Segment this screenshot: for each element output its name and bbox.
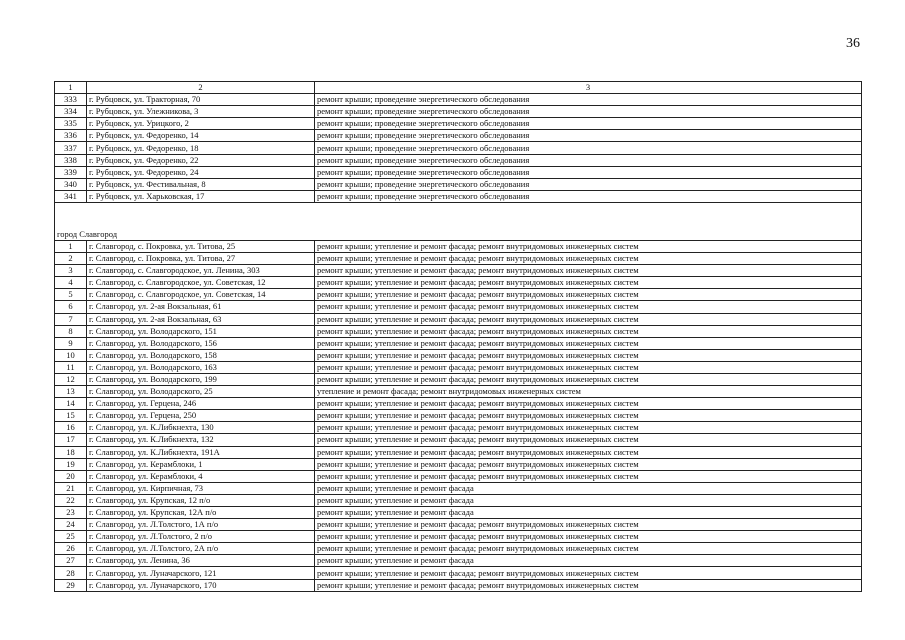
row-works: ремонт крыши; утепление и ремонт фасада; ремонт внутридомовых инженерных систем xyxy=(315,398,862,410)
row-works: ремонт крыши; утепление и ремонт фасада; ремонт внутридомовых инженерных систем xyxy=(315,301,862,313)
table-row xyxy=(55,531,862,543)
row-works: ремонт крыши; утепление и ремонт фасада xyxy=(315,494,862,506)
row-address: г. Славгород, ул. Ленина, 36 xyxy=(87,555,315,567)
row-number: 26 xyxy=(55,543,87,555)
table-row xyxy=(55,470,862,482)
row-works: ремонт крыши; утепление и ремонт фасада; ремонт внутридомовых инженерных систем xyxy=(315,470,862,482)
row-address: г. Славгород, с. Славгородское, ул. Советская, 14 xyxy=(87,289,315,301)
row-works: ремонт крыши; утепление и ремонт фасада; ремонт внутридомовых инженерных систем xyxy=(315,289,862,301)
row-number: 25 xyxy=(55,531,87,543)
row-number: 17 xyxy=(55,434,87,446)
row-number: 13 xyxy=(55,386,87,398)
row-number: 24 xyxy=(55,519,87,531)
row-works: ремонт крыши; утепление и ремонт фасада; ремонт внутридомовых инженерных систем xyxy=(315,325,862,337)
row-number: 27 xyxy=(55,555,87,567)
row-works: ремонт крыши; утепление и ремонт фасада; ремонт внутридомовых инженерных систем xyxy=(315,277,862,289)
table-row xyxy=(55,507,862,519)
row-address: г. Славгород, с. Покровка, ул. Титова, 27 xyxy=(87,253,315,265)
table-row xyxy=(55,142,862,154)
table-row xyxy=(55,446,862,458)
section-title: город Славгород xyxy=(55,223,862,241)
row-number: 29 xyxy=(55,579,87,591)
header-col-1: 1 xyxy=(55,82,87,94)
row-address: г. Славгород, ул. Володарского, 158 xyxy=(87,349,315,361)
row-address: г. Славгород, ул. Володарского, 199 xyxy=(87,373,315,385)
row-works: ремонт крыши; утепление и ремонт фасада; ремонт внутридомовых инженерных систем xyxy=(315,361,862,373)
row-address: г. Славгород, ул. Володарского, 156 xyxy=(87,337,315,349)
table-row xyxy=(55,253,862,265)
row-number: 20 xyxy=(55,470,87,482)
table-row xyxy=(55,325,862,337)
header-row xyxy=(55,82,862,94)
table-row xyxy=(55,313,862,325)
row-number: 340 xyxy=(55,178,87,190)
row-address: г. Рубцовск, ул. Фестивальная, 8 xyxy=(87,178,315,190)
table-row xyxy=(55,410,862,422)
row-works: ремонт крыши; утепление и ремонт фасада xyxy=(315,555,862,567)
row-number: 28 xyxy=(55,567,87,579)
table-row xyxy=(55,265,862,277)
spacer-cell xyxy=(55,202,862,223)
table-row xyxy=(55,190,862,202)
header-col-3: 3 xyxy=(315,82,862,94)
row-number: 336 xyxy=(55,130,87,142)
row-works: ремонт крыши; утепление и ремонт фасада; ремонт внутридомовых инженерных систем xyxy=(315,458,862,470)
row-address: г. Рубцовск, ул. Федоренко, 14 xyxy=(87,130,315,142)
table-row xyxy=(55,555,862,567)
row-works: ремонт крыши; утепление и ремонт фасада; ремонт внутридомовых инженерных систем xyxy=(315,265,862,277)
row-address: г. Славгород, с. Покровка, ул. Титова, 25 xyxy=(87,240,315,252)
row-number: 8 xyxy=(55,325,87,337)
row-number: 12 xyxy=(55,373,87,385)
table-row xyxy=(55,543,862,555)
row-works: ремонт крыши; проведение энергетического обследования xyxy=(315,118,862,130)
row-number: 15 xyxy=(55,410,87,422)
row-works: ремонт крыши; утепление и ремонт фасада xyxy=(315,507,862,519)
row-number: 2 xyxy=(55,253,87,265)
row-works: ремонт крыши; утепление и ремонт фасада; ремонт внутридомовых инженерных систем xyxy=(315,579,862,591)
row-works: ремонт крыши; проведение энергетического обследования xyxy=(315,94,862,106)
table-row xyxy=(55,130,862,142)
table-row xyxy=(55,337,862,349)
row-address: г. Славгород, ул. Герцена, 246 xyxy=(87,398,315,410)
header-col-2: 2 xyxy=(87,82,315,94)
row-number: 1 xyxy=(55,240,87,252)
table-row xyxy=(55,482,862,494)
row-number: 21 xyxy=(55,482,87,494)
row-number: 337 xyxy=(55,142,87,154)
table-row xyxy=(55,289,862,301)
row-works: ремонт крыши; утепление и ремонт фасада; ремонт внутридомовых инженерных систем xyxy=(315,313,862,325)
row-number: 11 xyxy=(55,361,87,373)
table-row xyxy=(55,398,862,410)
row-number: 341 xyxy=(55,190,87,202)
table-row xyxy=(55,422,862,434)
row-address: г. Рубцовск, ул. Федоренко, 22 xyxy=(87,154,315,166)
row-number: 22 xyxy=(55,494,87,506)
row-number: 10 xyxy=(55,349,87,361)
table-row xyxy=(55,361,862,373)
row-address: г. Славгород, ул. Володарского, 163 xyxy=(87,361,315,373)
row-number: 3 xyxy=(55,265,87,277)
row-address: г. Славгород, ул. Керамблоки, 1 xyxy=(87,458,315,470)
row-number: 16 xyxy=(55,422,87,434)
spacer-row xyxy=(55,202,862,223)
row-works: ремонт крыши; утепление и ремонт фасада; ремонт внутридомовых инженерных систем xyxy=(315,543,862,555)
row-works: утепление и ремонт фасада; ремонт внутридомовых инженерных систем xyxy=(315,386,862,398)
row-number: 6 xyxy=(55,301,87,313)
row-number: 5 xyxy=(55,289,87,301)
row-number: 4 xyxy=(55,277,87,289)
row-works: ремонт крыши; утепление и ремонт фасада; ремонт внутридомовых инженерных систем xyxy=(315,410,862,422)
row-number: 339 xyxy=(55,166,87,178)
row-address: г. Славгород, с. Славгородское, ул. Советская, 12 xyxy=(87,277,315,289)
row-address: г. Славгород, ул. Л.Толстого, 1А п/о xyxy=(87,519,315,531)
row-address: г. Славгород, ул. Луначарского, 121 xyxy=(87,567,315,579)
row-number: 335 xyxy=(55,118,87,130)
table-row xyxy=(55,301,862,313)
row-number: 18 xyxy=(55,446,87,458)
row-works: ремонт крыши; утепление и ремонт фасада; ремонт внутридомовых инженерных систем xyxy=(315,337,862,349)
row-works: ремонт крыши; утепление и ремонт фасада; ремонт внутридомовых инженерных систем xyxy=(315,567,862,579)
row-works: ремонт крыши; утепление и ремонт фасада; ремонт внутридомовых инженерных систем xyxy=(315,240,862,252)
row-address: г. Славгород, ул. К.Либкнехта, 191А xyxy=(87,446,315,458)
row-number: 334 xyxy=(55,106,87,118)
table-row xyxy=(55,386,862,398)
table-row xyxy=(55,178,862,190)
row-address: г. Славгород, ул. Герцена, 250 xyxy=(87,410,315,422)
row-address: г. Рубцовск, ул. Федоренко, 24 xyxy=(87,166,315,178)
row-address: г. Славгород, ул. К.Либкнехта, 132 xyxy=(87,434,315,446)
row-number: 9 xyxy=(55,337,87,349)
row-works: ремонт крыши; проведение энергетического обследования xyxy=(315,166,862,178)
table-row xyxy=(55,154,862,166)
row-number: 19 xyxy=(55,458,87,470)
table-row xyxy=(55,166,862,178)
row-works: ремонт крыши; утепление и ремонт фасада; ремонт внутридомовых инженерных систем xyxy=(315,349,862,361)
page-number: 36 xyxy=(846,36,860,51)
row-works: ремонт крыши; утепление и ремонт фасада; ремонт внутридомовых инженерных систем xyxy=(315,434,862,446)
row-address: г. Славгород, ул. Л.Толстого, 2 п/о xyxy=(87,531,315,543)
row-number: 338 xyxy=(55,154,87,166)
row-works: ремонт крыши; проведение энергетического обследования xyxy=(315,154,862,166)
row-address: г. Рубцовск, ул. Тракторная, 70 xyxy=(87,94,315,106)
row-works: ремонт крыши; проведение энергетического обследования xyxy=(315,106,862,118)
row-address: г. Рубцовск, ул. Улежникова, 3 xyxy=(87,106,315,118)
row-address: г. Славгород, ул. К.Либкнехта, 130 xyxy=(87,422,315,434)
row-address: г. Славгород, ул. Л.Толстого, 2А п/о xyxy=(87,543,315,555)
row-address: г. Славгород, ул. Луначарского, 170 xyxy=(87,579,315,591)
row-works: ремонт крыши; проведение энергетического обследования xyxy=(315,190,862,202)
row-works: ремонт крыши; утепление и ремонт фасада; ремонт внутридомовых инженерных систем xyxy=(315,253,862,265)
table-row xyxy=(55,118,862,130)
table-row xyxy=(55,94,862,106)
table-row xyxy=(55,458,862,470)
row-number: 23 xyxy=(55,507,87,519)
row-address: г. Славгород, ул. Володарского, 25 xyxy=(87,386,315,398)
table-row xyxy=(55,434,862,446)
row-works: ремонт крыши; утепление и ремонт фасада; ремонт внутридомовых инженерных систем xyxy=(315,422,862,434)
row-works: ремонт крыши; утепление и ремонт фасада; ремонт внутридомовых инженерных систем xyxy=(315,446,862,458)
row-address: г. Славгород, с. Славгородское, ул. Ленина, 303 xyxy=(87,265,315,277)
table-row xyxy=(55,349,862,361)
row-works: ремонт крыши; проведение энергетического обследования xyxy=(315,142,862,154)
row-works: ремонт крыши; утепление и ремонт фасада xyxy=(315,482,862,494)
table-row xyxy=(55,240,862,252)
row-address: г. Славгород, ул. Крупская, 12А п/о xyxy=(87,507,315,519)
row-works: ремонт крыши; утепление и ремонт фасада; ремонт внутридомовых инженерных систем xyxy=(315,373,862,385)
table-row xyxy=(55,567,862,579)
table-row xyxy=(55,519,862,531)
row-number: 14 xyxy=(55,398,87,410)
table-row xyxy=(55,579,862,591)
row-address: г. Славгород, ул. Володарского, 151 xyxy=(87,325,315,337)
row-number: 7 xyxy=(55,313,87,325)
row-address: г. Рубцовск, ул. Урицкого, 2 xyxy=(87,118,315,130)
row-address: г. Славгород, ул. 2-ая Вокзальная, 61 xyxy=(87,301,315,313)
table-row xyxy=(55,373,862,385)
works-table xyxy=(54,81,862,592)
row-address: г. Славгород, ул. Керамблоки, 4 xyxy=(87,470,315,482)
table-row xyxy=(55,277,862,289)
row-address: г. Славгород, ул. Крупская, 12 п/о xyxy=(87,494,315,506)
row-address: г. Рубцовск, ул. Федоренко, 18 xyxy=(87,142,315,154)
row-works: ремонт крыши; утепление и ремонт фасада; ремонт внутридомовых инженерных систем xyxy=(315,531,862,543)
row-works: ремонт крыши; проведение энергетического обследования xyxy=(315,130,862,142)
section-row xyxy=(55,223,862,241)
table-row xyxy=(55,494,862,506)
row-address: г. Рубцовск, ул. Харьковская, 17 xyxy=(87,190,315,202)
row-works: ремонт крыши; утепление и ремонт фасада; ремонт внутридомовых инженерных систем xyxy=(315,519,862,531)
row-works: ремонт крыши; проведение энергетического обследования xyxy=(315,178,862,190)
row-number: 333 xyxy=(55,94,87,106)
row-address: г. Славгород, ул. 2-ая Вокзальная, 63 xyxy=(87,313,315,325)
row-address: г. Славгород, ул. Кирпичная, 73 xyxy=(87,482,315,494)
table-row xyxy=(55,106,862,118)
